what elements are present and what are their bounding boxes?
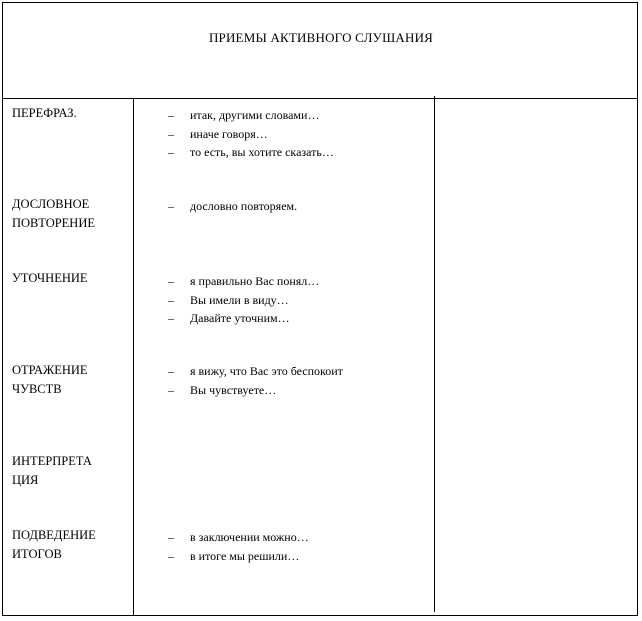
list-item: – Вы имели в виду… bbox=[168, 292, 289, 307]
term-verbatim-repetition bbox=[12, 195, 127, 233]
page-title: ПРИЕМЫ АКТИВНОГО СЛУШАНИЯ bbox=[208, 30, 434, 45]
term-line: ЦИЯ bbox=[12, 473, 39, 487]
term-line: ПЕРЕФРАЗ. bbox=[12, 106, 77, 120]
term-line: ПОДВЕДЕНИЕ bbox=[12, 528, 96, 542]
list-item: – в итоге мы решили… bbox=[168, 548, 300, 563]
list-item: – Давайте уточним… bbox=[168, 311, 290, 325]
term-summarizing bbox=[12, 526, 127, 564]
list-item: – то есть, вы хотите сказать… bbox=[168, 145, 334, 159]
list-item: – дословно повторяем. bbox=[168, 199, 298, 213]
list-item: – Вы чувствуете… bbox=[168, 382, 277, 397]
list-item: – итак, другими словами… bbox=[168, 108, 320, 122]
term-clarification bbox=[12, 269, 127, 288]
term-line: ПОВТОРЕНИЕ bbox=[12, 216, 96, 230]
term-line: ОТРАЖЕНИЕ bbox=[12, 363, 88, 377]
list-item: – иначе говоря… bbox=[168, 126, 268, 141]
term-line: УТОЧНЕНИЕ bbox=[12, 271, 88, 285]
bullets-verbatim-repetition bbox=[168, 197, 297, 216]
column-divider-1 bbox=[133, 98, 134, 616]
term-line: ИТОГОВ bbox=[12, 547, 62, 561]
list-item: – в заключении можно… bbox=[168, 530, 309, 544]
term-paraphrase bbox=[12, 104, 127, 123]
list-item: – я вижу, что Вас это беспокоит bbox=[168, 364, 343, 378]
list-item: – я правильно Вас понял… bbox=[168, 274, 320, 288]
bullets-reflecting-feelings bbox=[168, 362, 343, 399]
term-line: ИНТЕРПРЕТА bbox=[12, 454, 92, 468]
term-interpretation bbox=[12, 452, 127, 490]
term-line: ЧУВСТВ bbox=[12, 382, 62, 396]
bullets-paraphrase bbox=[168, 106, 334, 162]
bullets-summarizing bbox=[168, 528, 309, 565]
term-line: ДОСЛОВНОЕ bbox=[12, 197, 90, 211]
term-reflecting-feelings bbox=[12, 361, 127, 399]
header-divider bbox=[2, 98, 638, 99]
table-frame bbox=[2, 2, 638, 616]
column-divider-2 bbox=[434, 96, 435, 612]
bullets-clarification bbox=[168, 272, 319, 328]
